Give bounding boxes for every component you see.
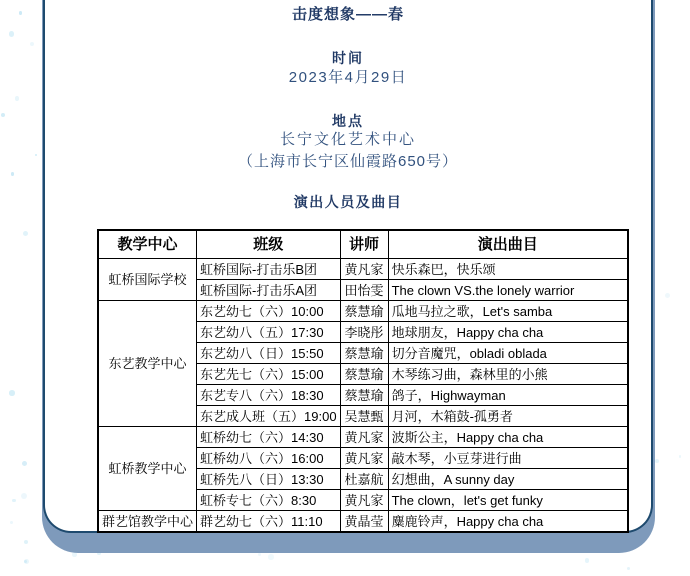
speckle-dot xyxy=(19,11,23,15)
class-cell: 虹桥国际-打击乐A团 xyxy=(197,280,341,301)
speckle-dot xyxy=(679,455,682,458)
program-table-title: 演出人员及曲目 xyxy=(293,194,403,210)
table-header-cell: 演出曲目 xyxy=(388,230,628,259)
location-address: （上海市长宁区仙霞路650号） xyxy=(237,153,459,170)
teacher-cell: 田怡雯 xyxy=(340,280,388,301)
teaching-center-cell: 东艺教学中心 xyxy=(98,301,197,427)
class-cell: 群艺幼七（六）11:10 xyxy=(197,511,341,533)
table-row xyxy=(98,427,628,448)
teacher-cell: 黄凡家 xyxy=(340,259,388,280)
time-value: 2023年4月29日 xyxy=(288,69,408,86)
time-label: 时间 xyxy=(332,50,364,66)
speckle-dot xyxy=(35,154,38,157)
teaching-center-cell: 群艺馆教学中心 xyxy=(98,511,197,533)
location-name: 长宁文化艺术中心 xyxy=(279,131,416,148)
speckle-dot xyxy=(24,559,29,564)
program-cell: 月河，木箱鼓-孤勇者 xyxy=(388,406,628,427)
program-cell: 木琴练习曲，森林里的小熊 xyxy=(388,364,628,385)
speckle-dot xyxy=(22,461,27,466)
speckle-dot xyxy=(9,31,14,36)
teacher-cell: 李晓彤 xyxy=(340,322,388,343)
teacher-cell: 黄凡家 xyxy=(340,427,388,448)
class-cell: 东艺专八（六）18:30 xyxy=(197,385,341,406)
program-cell: 麋鹿铃声，Happy cha cha xyxy=(388,511,628,533)
teacher-cell: 杜嘉航 xyxy=(340,469,388,490)
location-label: 地点 xyxy=(332,113,364,129)
program-cell: 敲木琴，小豆芽进行曲 xyxy=(388,448,628,469)
teacher-cell: 吴慧甄 xyxy=(340,406,388,427)
speckle-dot xyxy=(15,96,19,100)
speckle-dot xyxy=(9,390,15,396)
speckle-dot xyxy=(21,493,27,499)
program-cell: 幻想曲，A sunny day xyxy=(388,469,628,490)
program-cell: The clown，let's get funky xyxy=(388,490,628,511)
class-cell: 虹桥专七（六）8:30 xyxy=(197,490,341,511)
speckle-dot xyxy=(1,113,5,117)
class-cell: 东艺成人班（五）19:00 xyxy=(197,406,341,427)
program-table-body xyxy=(98,259,628,533)
teacher-cell: 黄凡家 xyxy=(340,448,388,469)
table-header-cell: 教学中心 xyxy=(98,230,197,259)
table-header-cell: 班级 xyxy=(197,230,341,259)
teacher-cell: 黄凡家 xyxy=(340,490,388,511)
speckle-dot xyxy=(24,540,28,544)
program-cell: 波斯公主，Happy cha cha xyxy=(388,427,628,448)
class-cell: 东艺幼八（五）17:30 xyxy=(197,322,341,343)
table-row xyxy=(98,301,628,322)
program-cell: 切分音魔咒，obladi oblada xyxy=(388,343,628,364)
class-cell: 虹桥幼七（六）14:30 xyxy=(197,427,341,448)
program-cell: 瓜地马拉之歌，Let's samba xyxy=(388,301,628,322)
table-row xyxy=(98,259,628,280)
table-header-cell: 讲师 xyxy=(340,230,388,259)
table-row xyxy=(98,511,628,533)
program-cell: The clown VS.the lonely warrior xyxy=(388,280,628,301)
class-cell: 东艺幼七（六）10:00 xyxy=(197,301,341,322)
speckle-dot xyxy=(665,293,670,298)
teacher-cell: 蔡慧瑜 xyxy=(340,364,388,385)
teaching-center-cell: 虹桥教学中心 xyxy=(98,427,197,511)
class-cell: 虹桥先八（日）13:30 xyxy=(197,469,341,490)
teacher-cell: 黄晶莹 xyxy=(340,511,388,533)
speckle-dot xyxy=(23,231,28,236)
class-cell: 东艺幼八（日）15:50 xyxy=(197,343,341,364)
speckle-dot xyxy=(11,172,14,175)
speckle-dot xyxy=(655,459,659,463)
program-cell: 鸽子，Highwayman xyxy=(388,385,628,406)
teaching-center-cell: 虹桥国际学校 xyxy=(98,259,197,301)
teacher-cell: 蔡慧瑜 xyxy=(340,343,388,364)
program-cell: 地球朋友，Happy cha cha xyxy=(388,322,628,343)
program-table-head xyxy=(98,230,628,259)
speckle-dot xyxy=(30,42,34,46)
class-cell: 虹桥幼八（六）16:00 xyxy=(197,448,341,469)
speckle-dot xyxy=(12,499,16,503)
class-cell: 东艺先七（六）15:00 xyxy=(197,364,341,385)
class-cell: 虹桥国际-打击乐B团 xyxy=(197,259,341,280)
flyer-content xyxy=(45,0,651,576)
event-title: 击度想象——春 xyxy=(291,6,404,23)
table-header-row xyxy=(98,230,628,259)
speckle-dot xyxy=(10,521,13,524)
program-cell: 快乐森巴，快乐颂 xyxy=(388,259,628,280)
teacher-cell: 蔡慧瑜 xyxy=(340,301,388,322)
teacher-cell: 蔡慧瑜 xyxy=(340,385,388,406)
program-table xyxy=(97,229,629,533)
